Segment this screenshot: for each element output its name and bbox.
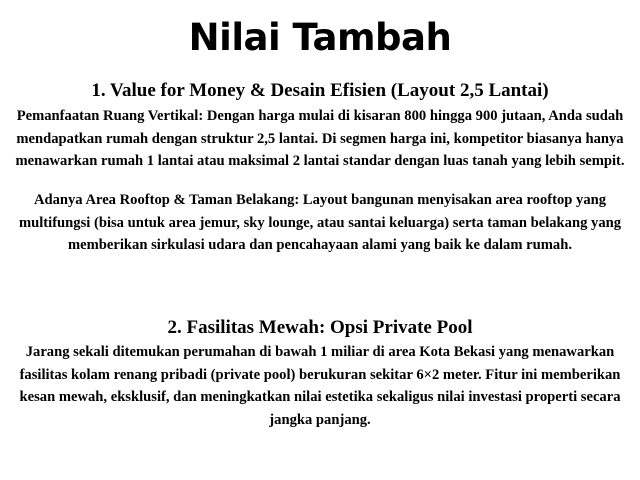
page-title: Nilai Tambah [188, 16, 452, 59]
paragraph-private-pool: Jarang sekali ditemukan perumahan di bawah 1 miliar di area Kota Bekasi yang menawarkan fasilitas kolam renang pribadi (private pool) berukuran sekitar 6×2 meter. Fitur ini memberikan kesan mewah, eksklusif, dan meningkatkan nilai estetika sekaligus nilai investasi properti secara jangka panjang. [19, 344, 621, 428]
section-heading-fasilitas-mewah: 2. Fasilitas Mewah: Opsi Private Pool [167, 317, 473, 338]
paragraph-ruang-vertikal: Pemanfaatan Ruang Vertikal: Dengan harga mulai di kisaran 800 hingga 900 jutaan, Anda sudah mendapatkan rumah dengan struktur 2,5 lantai. Di segmen harga ini, kompetitor biasanya hanya menawarkan rumah 1 lantai atau maksimal 2 lantai standar dengan luas tanah yang lebih sempit. [15, 108, 625, 169]
paragraph-rooftop-taman: Adanya Area Rooftop & Taman Belakang: Layout bangunan menyisakan area rooftop yang multifungsi (bisa untuk area jemur, sky lounge, atau santai keluarga) serta taman belakang yang memberikan sirkulasi udara dan pencahayaan alami yang baik ke dalam rumah. [18, 192, 622, 253]
section-heading-value-for-money: 1. Value for Money & Desain Efisien (Layout 2,5 Lantai) [91, 80, 549, 101]
